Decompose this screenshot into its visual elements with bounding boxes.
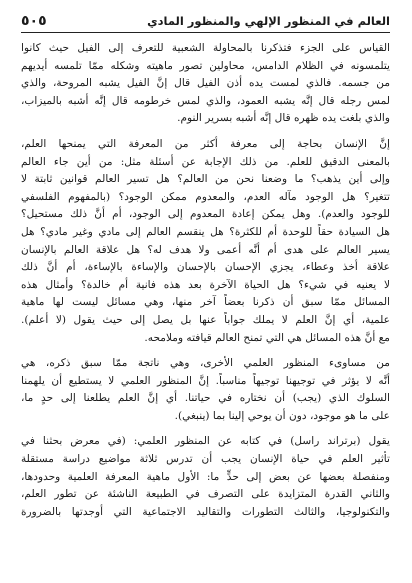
text-line: وإلى أين يذهب؟ ما وضعنا نحن من العالم؟ هل تسير العالم قوانين ثابتة لا [21, 173, 390, 186]
text-line: ومنفصلة بعضها عن بعض إلى حدٍّ ما: الأول ماهية المعرفة العلمية وحدودها، [21, 470, 390, 483]
text-line: المسائل ممّا سبق أن ذكرنا بعضاً آخر منها، وهي مسائل ليست لها ماهية [21, 296, 390, 309]
text-line: علمية، أي إنَّ العلم لا يملك جواباً عنها بل يصل إلى حيث يقول (لا أعلم). [21, 313, 390, 326]
text-line: يسير العالم على هدى أم أنَّه أعمى ولا هدف له؟ هل علاقة العالم بالإنسان [21, 243, 390, 256]
body-text [21, 40, 390, 521]
paragraph-human-knowledge [21, 136, 390, 347]
paragraph-scientific-view-drawbacks [21, 355, 390, 425]
page-number: ٥٠٥ [21, 13, 47, 29]
text-line: من جسمه. فالذي لمست يده أذن الفيل قال إنَّ الفيل يشبه المروحة، والذي [21, 77, 390, 90]
page-header [21, 10, 390, 33]
text-line: مع أنَّ هذه المسائل هي التي تمنح العالم قيافته وملامحه. [144, 331, 390, 344]
text-line: إنَّ الإنسان بحاجة إلى معرفة أكثر من المعرفة التي يمنحها العلم، [21, 137, 390, 150]
text-line: على ما هو موجود، دون أن يوحي إلينا بما (ينبغي). [174, 409, 390, 422]
text-line: يتلمسونه في الظلام الدامس، محاولين تصور ماهيته وشكله ممّا تلمسه أيديهم [21, 59, 390, 72]
text-line: للوجود والعدم). وهل يمكن إعادة المعدوم إلى الوجود، أم أنَّ ذلك مستحيل؟ [21, 208, 390, 221]
text-line: بالمعنى الدقيق للعلم. من ذلك الإجابة عن أسئلة مثل: من أين جاء العالم [21, 155, 390, 168]
text-line: تأثير العلم في حياة الإنسان يجب أن تدرس ثلاثة مواضيع دراسة مستقلة [21, 453, 390, 466]
text-line: القياس على الجزء فتذكرنا بالمحاولة الشعبية للتعرف إلى الفيل حيث كانوا [21, 42, 390, 54]
text-line: أنَّه لا يؤثر في توجيهنا توجيهاً مناسباً. إنَّ المنظور العلمي لا يستطيع أن يلهمنا [21, 374, 390, 387]
text-line: السلوك الذي (يجب) أن نختاره في حياتنا. أي إنَّ العلم يطلعنا إلى حدٍ ما، [21, 392, 390, 405]
text-line: لا يعنيه في شيء؟ هل الحياة الآخرة بعد هذه فانية أم خالدة؟ وأمثال هذه [21, 278, 390, 291]
text-line: من مساوىء المنظور العلمي الأخرى، وهي ناتجة ممّا سبق ذكره، هي [21, 357, 390, 370]
text-line: والثاني القدرة المتزايدة على التصرف في الطبيعة الناشئة عن تطور العلم، [21, 488, 390, 501]
text-line: يقول (برتراند راسل) في كتابه عن المنظور العلمي: (في معرض بحثنا في [21, 435, 390, 448]
paragraph-elephant-analogy [21, 40, 390, 128]
text-line: والذي بلغت يده ظهره قال إنَّه أشبه بسرير النوم. [177, 112, 390, 125]
running-title: العالم في المنظور الإلهي والمنظور المادي [147, 14, 390, 28]
text-line: هل السيادة حقاً للوحدة أم للكثرة؟ هل ينقسم العالم إلى مادي وغير مادي؟ هل [21, 225, 390, 238]
paragraph-russell-quote [21, 433, 390, 521]
text-line: والتكنولوجيا، والثالث التطورات والتقاليد الاجتماعية التي أوجدتها بالضرورة [21, 505, 390, 518]
text-line: علاقة أخذ وعطاء، يجزي الإحسان بالإحسان والإساءة بالإساءة، أم أنَّ ذلك [21, 261, 390, 274]
text-line: لمس رجله قال إنَّه يشبه العمود، والذي لمس خرطومه قال إنَّه أشبه بالميزاب، [21, 94, 390, 107]
text-line: تتغير؟ هل الوجود مآله العدم، والمعدوم ممكن الوجود؟ (بالمفهوم الفلسفي [21, 190, 390, 203]
